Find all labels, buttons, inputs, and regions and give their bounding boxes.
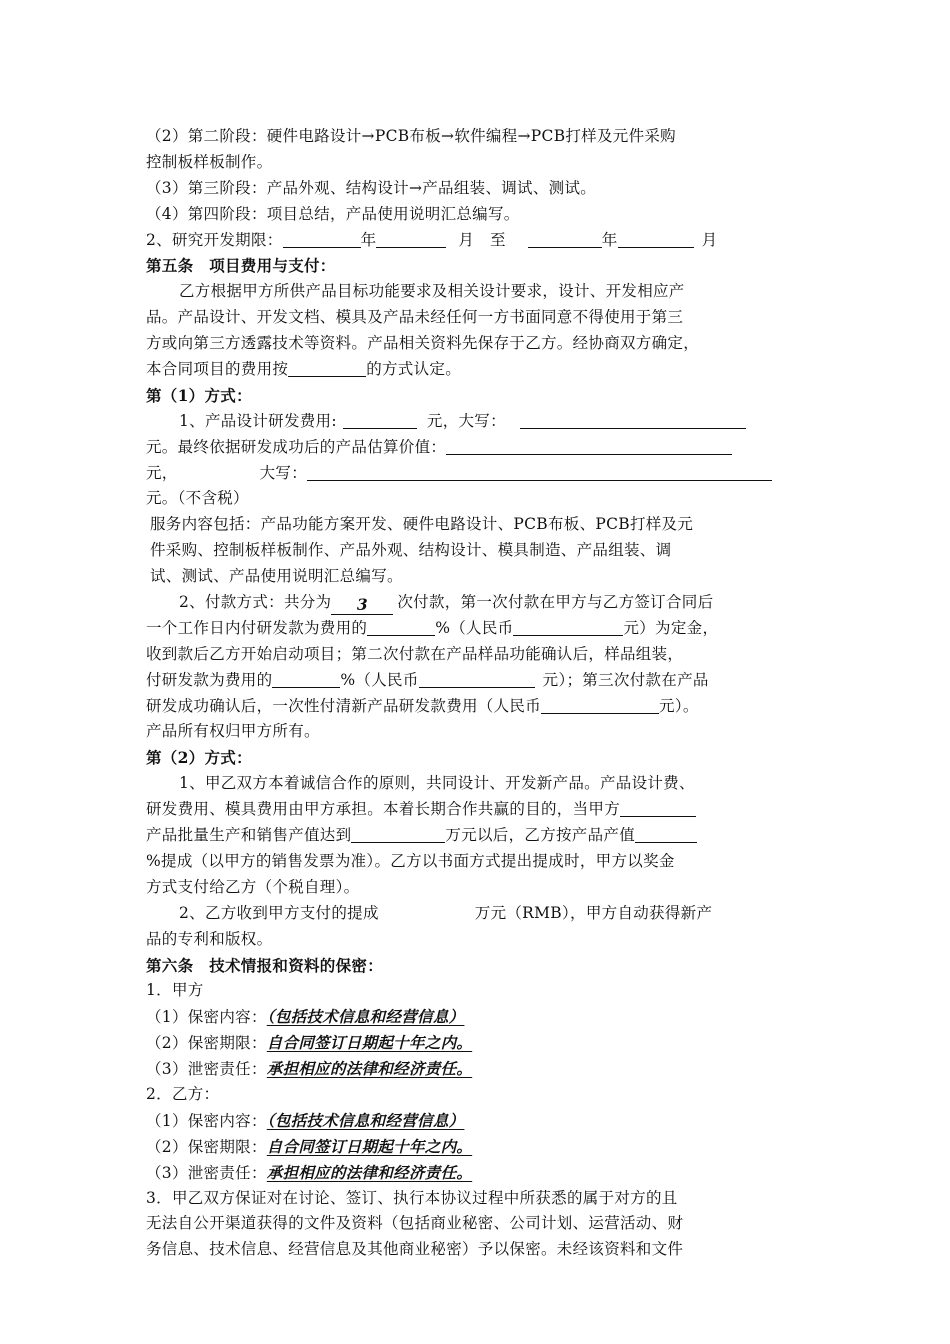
text: 1、产品设计研发费用: <box>179 411 337 430</box>
confidential-content-line <box>146 1108 811 1134</box>
text: 次付款，第一次付款在甲方与乙方签订合同后 <box>397 593 714 612</box>
heading: 第（2）方式： <box>146 748 252 768</box>
blank-field[interactable] <box>419 669 535 688</box>
research-period-line <box>146 228 811 254</box>
stage-2-cont-line <box>146 150 811 176</box>
text: 2、付款方式：共分为 <box>179 593 332 612</box>
text: 元， <box>146 463 178 482</box>
paragraph-line <box>146 305 811 331</box>
text: 务信息、技术信息、经营信息及其他商业秘密）予以保密。未经该资料和文件 <box>146 1240 684 1259</box>
blank-field[interactable] <box>528 229 602 248</box>
blank-field[interactable] <box>288 358 366 377</box>
method-2-line <box>146 927 811 953</box>
filled-value: 承担相应的法律和经济责任。 <box>266 1162 473 1182</box>
text: 一个工作日内付研发款为费用的 <box>146 618 368 637</box>
text: %（人民币 <box>435 618 514 637</box>
text: 元）为定金， <box>623 618 719 637</box>
party-a-label <box>146 978 811 1004</box>
payment-line <box>146 668 811 694</box>
label: 年 <box>360 230 377 249</box>
text: 控制板样板制作。 <box>146 152 273 171</box>
text: 无法自公开渠道获得的文件及资料（包括商业秘密、公司计划、运营活动、财 <box>146 1214 684 1233</box>
payment-line <box>146 694 811 720</box>
payment-line <box>146 642 811 668</box>
service-content-line <box>146 538 811 564</box>
blank-field[interactable] <box>343 410 417 429</box>
capital-amount-line <box>146 461 811 487</box>
method-2-line <box>146 771 811 797</box>
method-2-line <box>146 901 811 927</box>
filled-value: 自合同签订日期起十年之内。 <box>266 1136 473 1156</box>
contract-body <box>146 124 811 1263</box>
blank-field[interactable] <box>367 617 435 636</box>
text: 本合同项目的费用按 <box>146 360 289 379</box>
method-2-line <box>146 797 811 823</box>
design-fee-line <box>146 409 811 435</box>
text: 产品批量生产和销售产值达到 <box>146 826 352 845</box>
label: 2、研究开发期限： <box>146 230 283 249</box>
text: 2．乙方： <box>146 1084 220 1103</box>
stage-2-line <box>146 124 811 150</box>
party-b-label <box>146 1082 811 1108</box>
text: 试、测试、产品使用说明汇总编写。 <box>150 567 403 586</box>
text: 研发费用、模具费用由甲方承担。本着长期合作共赢的目的，当甲方 <box>146 800 621 819</box>
label: （1）保密内容： <box>146 1008 267 1027</box>
service-content-line <box>146 564 811 590</box>
text: 3．甲乙双方保证对在讨论、签订、执行本协议过程中所获悉的属于对方的且 <box>146 1188 678 1207</box>
paragraph-line <box>146 279 811 305</box>
text: 元，大写： <box>426 411 506 430</box>
blank-field[interactable] <box>272 669 340 688</box>
heading: 第五条 项目费用与支付： <box>146 256 336 276</box>
stage-3-line <box>146 176 811 202</box>
label: （1）保密内容： <box>146 1111 267 1130</box>
method-2-heading <box>146 745 811 771</box>
blank-field[interactable] <box>620 798 696 817</box>
installment-count[interactable]: 3 <box>331 594 393 615</box>
blank-field[interactable] <box>307 462 772 481</box>
text: 万元以后，乙方按产品产值 <box>445 826 636 845</box>
payment-method-line <box>146 590 811 616</box>
article-6-heading <box>146 953 811 979</box>
text: 服务内容包括：产品功能方案开发、硬件电路设计、PCB布板、PCB打样及元 <box>150 515 694 534</box>
filled-value: 承担相应的法律和经济责任。 <box>266 1059 473 1079</box>
text: 元）。 <box>659 696 699 715</box>
label: 月 <box>701 230 718 249</box>
text: 收到款后乙方开始启动项目；第二次付款在产品样品功能确认后，样品组装， <box>146 644 684 663</box>
text: 万元（RMB），甲方自动获得新产 <box>474 903 713 922</box>
text: %（人民币 <box>340 670 419 689</box>
text: 研发成功确认后，一次性付清新产品研发款费用（人民币 <box>146 696 542 715</box>
text: 品。产品设计、开发文档、模具及产品未经任何一方书面同意不得使用于第三 <box>146 308 684 327</box>
estimated-value-line <box>146 435 811 461</box>
blank-field[interactable] <box>351 824 445 843</box>
confidentiality-clause-line <box>146 1211 811 1237</box>
method-1-heading <box>146 383 811 409</box>
text: 方式支付给乙方（个税自理）。 <box>146 877 360 896</box>
label: 月 至 <box>458 230 506 249</box>
text: 元。（不含税） <box>146 489 249 508</box>
article-5-heading <box>146 253 811 279</box>
text: 产品所有权归甲方所有。 <box>146 722 320 741</box>
label: （3）泄密责任： <box>146 1163 267 1182</box>
confidentiality-clause-line <box>146 1186 811 1212</box>
text: 乙方根据甲方所供产品目标功能要求及相关设计要求，设计、开发相应产 <box>179 282 685 301</box>
paragraph-line <box>146 331 811 357</box>
text: 2、乙方收到甲方支付的提成 <box>179 903 379 922</box>
blank-field[interactable] <box>618 229 694 248</box>
confidential-period-line <box>146 1134 811 1160</box>
paragraph-line <box>146 357 811 383</box>
text: （2）第二阶段：硬件电路设计→PCB布板→软件编程→PCB打样及元件采购 <box>146 127 676 145</box>
payment-line <box>146 616 811 642</box>
heading: 第六条 技术情报和资料的保密： <box>146 955 384 975</box>
filled-value: （包括技术信息和经营信息） <box>266 1007 465 1027</box>
blank-field[interactable] <box>283 229 361 248</box>
text: 件采购、控制板样板制作、产品外观、结构设计、模具制造、产品组装、调 <box>150 541 672 560</box>
blank-field[interactable] <box>635 824 697 843</box>
stage-4-line <box>146 202 811 228</box>
text: 大写： <box>259 463 308 482</box>
text: 付研发款为费用的 <box>146 670 273 689</box>
method-2-line <box>146 823 811 849</box>
service-content-line <box>146 512 811 538</box>
tax-note-line <box>146 486 811 512</box>
text: 品的专利和版权。 <box>146 929 273 948</box>
confidential-content-line <box>146 1004 811 1030</box>
heading: 第（1）方式： <box>146 385 252 405</box>
filled-value: 自合同签订日期起十年之内。 <box>266 1033 473 1053</box>
blank-field[interactable] <box>541 695 659 714</box>
label: 年 <box>601 230 618 249</box>
filled-value: （包括技术信息和经营信息） <box>266 1110 465 1130</box>
text: 的方式认定。 <box>366 360 462 379</box>
confidential-period-line <box>146 1030 811 1056</box>
text: （4）第四阶段：项目总结，产品使用说明汇总编写。 <box>146 204 520 223</box>
ownership-line <box>146 719 811 745</box>
blank-field[interactable] <box>520 410 746 429</box>
method-2-line <box>146 849 811 875</box>
method-2-line <box>146 875 811 901</box>
text: （3）第三阶段：产品外观、结构设计→产品组装、调试、测试。 <box>146 178 597 197</box>
leak-liability-line <box>146 1056 811 1082</box>
text: 元。最终依据研发成功后的产品估算价值： <box>146 437 447 456</box>
blank-field[interactable] <box>513 617 623 636</box>
text: 1．甲方 <box>146 981 204 1000</box>
label: （2）保密期限： <box>146 1034 267 1053</box>
confidentiality-clause-line <box>146 1237 811 1263</box>
text: 元）；第三次付款在产品 <box>542 670 709 689</box>
blank-field[interactable] <box>376 229 446 248</box>
text: 1、甲乙双方本着诚信合作的原则，共同设计、开发新产品。产品设计费、 <box>179 774 695 793</box>
blank-field[interactable] <box>446 436 732 455</box>
label: （3）泄密责任： <box>146 1060 267 1079</box>
text: %提成（以甲方的销售发票为准）。乙方以书面方式提出提成时，甲方以奖金 <box>146 851 675 870</box>
text: 方或向第三方透露技术等资料。产品相关资料先保存于乙方。经协商双方确定， <box>146 334 700 353</box>
leak-liability-line <box>146 1160 811 1186</box>
label: （2）保密期限： <box>146 1137 267 1156</box>
